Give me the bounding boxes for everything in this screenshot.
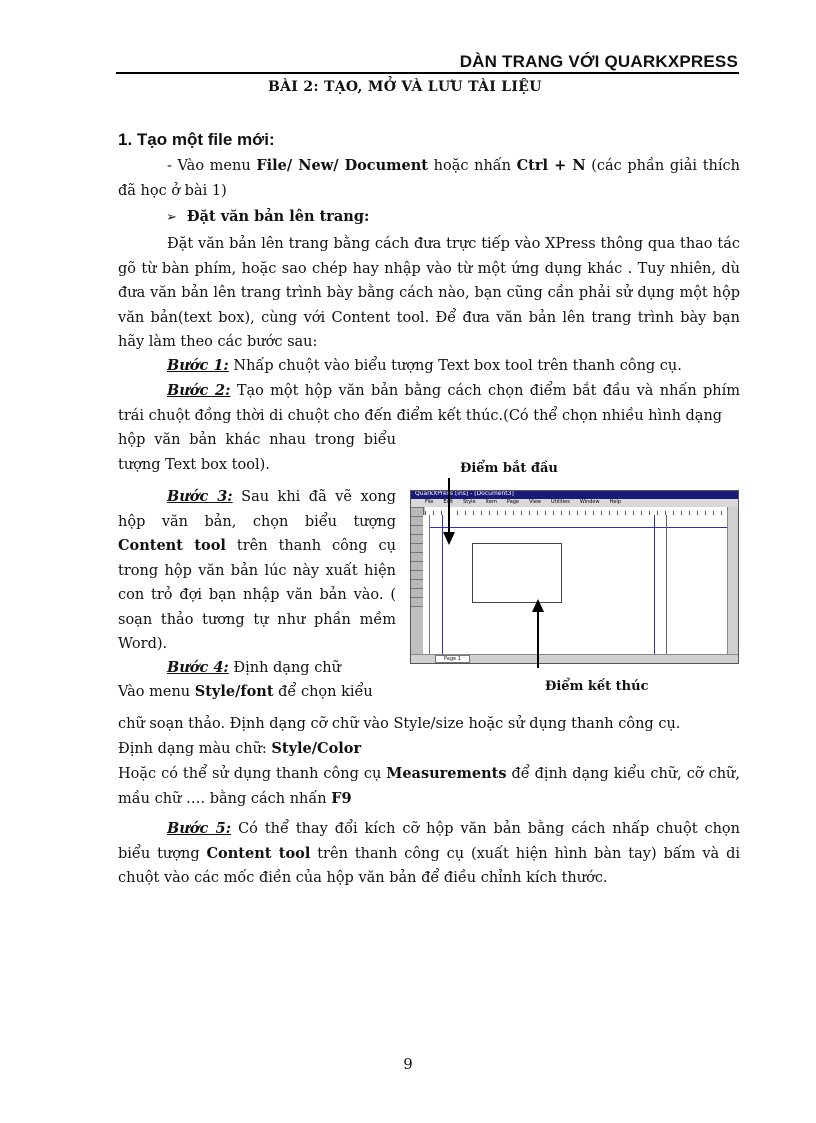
menu-path: File/ New/ Document	[256, 157, 428, 174]
step-4-line1-text: Vào menu	[118, 684, 195, 700]
step-4	[118, 656, 396, 681]
step-4-text: Định dạng chữ	[228, 660, 341, 676]
body-paragraph: Đặt văn bản lên trang bằng cách đưa trực tiếp vào XPress thông qua thao tác gõ từ bàn phím, hoặc sao chép hay nhập vào từ một ứng dụng khác . Tuy nhiên, dù đưa văn bản lên trang trình bày bằng cách nào, bạn cũng cần phải sử dụng một hộp văn bản(text box), cùng với Content tool. Để đưa văn bản lên trang trình bày bạn hãy làm theo các bước sau:	[118, 236, 740, 350]
step-1-label: Bước 1:	[167, 357, 229, 374]
step-3-label-num: 3:	[217, 488, 233, 505]
style-color-menu: Style/Color	[271, 740, 362, 757]
step-4-label: Bước 4:	[167, 659, 229, 676]
window-title: QuarkXPress [ins] - [Document3]	[415, 490, 514, 497]
bullet-heading	[166, 205, 369, 231]
step-3-text: Sau khi đã vẽ xong hộp văn bản, chọn biểu tượng	[118, 489, 396, 530]
quark-screenshot	[410, 490, 739, 664]
bullet-text: Đặt văn bản lên trang:	[186, 208, 370, 225]
step-4-line4	[118, 762, 740, 811]
content-tool-name: Content tool	[118, 537, 226, 554]
step-3	[118, 485, 396, 657]
menu-item: Page	[507, 499, 520, 505]
step-1-text: Nhấp chuột vào biểu tượng Text box tool trên thanh công cụ.	[228, 358, 682, 374]
window-titlebar	[411, 491, 738, 499]
page-indicator: Page 1	[435, 655, 470, 663]
page-edge	[666, 515, 667, 655]
step-5-text: Có thể thay đổi kích cỡ hộp văn bản bằng cách nhấp chuột chọn biểu tượng	[118, 821, 740, 862]
step-3-label-prefix: Bước	[167, 488, 218, 505]
step-4-line3	[118, 737, 740, 762]
intro-text: hoặc nhấn	[428, 158, 517, 174]
section-heading: 1. Tạo một file mới:	[118, 130, 275, 149]
text-box	[472, 543, 562, 603]
header-title: DÀN TRANG VỚI QUARKXPRESS	[459, 52, 738, 71]
arrow-bullet-icon: ➢	[166, 210, 177, 225]
step-4-line1	[118, 680, 396, 705]
step-2-text: Tạo một hộp văn bản bằng cách chọn điểm bắt đầu và nhấn phím trái chuột đồng thời di chuột cho đến điểm kết thúc.(Có thể chọn nhiều hình dạng	[118, 383, 740, 424]
step-4-line4-text: để định dạng kiểu chữ, cỡ chữ, mầu chữ …. bằng cách nhấn	[118, 766, 740, 807]
content-tool-name: Content tool	[206, 844, 311, 862]
intro-paragraph	[118, 154, 740, 203]
step-3-label	[167, 488, 233, 505]
step-2	[118, 379, 740, 428]
lesson-title: BÀI 2: TẠO, MỞ VÀ LƯU TÀI LIỆU	[268, 79, 542, 95]
status-bar	[411, 654, 738, 663]
step-5	[118, 817, 740, 891]
step-4-line1-text: để chọn kiểu	[273, 684, 373, 700]
menu-item: View	[529, 499, 541, 505]
vertical-scrollbar	[727, 507, 738, 655]
window-menubar	[411, 499, 738, 507]
margin-guide	[430, 527, 728, 528]
style-font-menu: Style/font	[194, 683, 274, 700]
menu-item: Style	[463, 499, 476, 505]
intro-text: (các phần giải thích đã học ở bài 1)	[118, 158, 740, 199]
page-number: 9	[403, 1055, 413, 1073]
header-rule	[116, 72, 739, 74]
label-start-point: Điểm bắt đầu	[460, 461, 558, 476]
intro-text: - Vào menu	[167, 158, 257, 174]
step-5-label: Bước 5:	[167, 820, 232, 837]
label-end-point: Điểm kết thúc	[545, 679, 649, 694]
margin-guide	[442, 515, 443, 655]
step-5-text: trên thanh công cụ (xuất hiện hình bàn tay) bấm và di chuột vào các mốc điền của hộp văn bản để điều chỉnh kích thước.	[118, 845, 740, 886]
step-3-text: trên thanh công cụ trong hộp văn bản lúc này xuất hiện con trỏ đợi bạn nhập văn bản vào. ( soạn thảo tương tự như phần mềm Word).	[118, 538, 396, 652]
menu-item: Item	[485, 499, 498, 505]
step-4-line3-text: Định dạng màu chữ:	[118, 741, 272, 757]
step-2-label: Bước 2:	[167, 382, 231, 399]
measurements-name: Measurements	[386, 765, 507, 782]
step-4-line2: chữ soạn thảo. Định dạng cỡ chữ vào Style/size hoặc sử dụng thanh công cụ.	[118, 716, 681, 732]
shortcut-key: Ctrl + N	[516, 157, 586, 174]
left-ruler	[423, 515, 430, 655]
menu-item: Utilities	[551, 499, 570, 505]
menu-item: File	[425, 499, 434, 505]
step-4-line4-text: Hoặc có thể sử dụng thanh công cụ	[118, 766, 387, 782]
menu-item: Help	[609, 499, 621, 505]
menu-item: Edit	[443, 499, 454, 505]
step-2-continuation: hộp văn bản khác nhau trong biểu tượng Text box tool).	[118, 432, 396, 473]
margin-guide	[654, 515, 655, 655]
step-1	[118, 354, 740, 379]
menu-item: Window	[579, 499, 600, 505]
document-page	[430, 515, 728, 655]
f9-key: F9	[331, 789, 352, 807]
